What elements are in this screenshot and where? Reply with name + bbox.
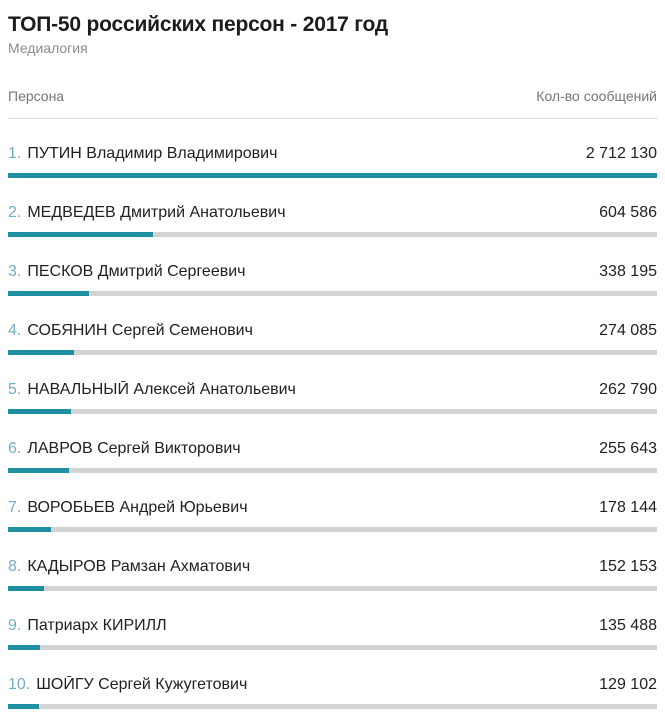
person-name: НАВАЛЬНЫЙ Алексей Анатольевич bbox=[27, 381, 296, 398]
table-row bbox=[8, 250, 657, 309]
table-row bbox=[8, 191, 657, 250]
person-name: ВОРОБЬЕВ Андрей Юрьевич bbox=[27, 499, 248, 516]
table-row bbox=[8, 545, 657, 604]
bar-fill bbox=[8, 586, 44, 591]
message-count: 604 586 bbox=[599, 204, 657, 221]
row-text-line bbox=[8, 381, 657, 398]
rank-number: 4. bbox=[8, 322, 22, 339]
table-row bbox=[8, 427, 657, 486]
bar-track bbox=[8, 350, 657, 355]
rank-number: 5. bbox=[8, 381, 22, 398]
bar-track bbox=[8, 704, 657, 709]
bar-fill bbox=[8, 704, 39, 709]
row-text-line bbox=[8, 558, 657, 575]
source-label: Медиалогия bbox=[8, 40, 88, 56]
message-count: 129 102 bbox=[599, 676, 657, 693]
row-text-line bbox=[8, 676, 657, 693]
row-text-line bbox=[8, 322, 657, 339]
column-header-person: Персона bbox=[8, 88, 65, 104]
page-title: ТОП-50 российских персон - 2017 год bbox=[8, 13, 389, 36]
row-text-line bbox=[8, 440, 657, 457]
table-row bbox=[8, 132, 657, 191]
person-name: Патриарх КИРИЛЛ bbox=[27, 617, 167, 634]
table-header bbox=[8, 89, 657, 119]
person-name: КАДЫРОВ Рамзан Ахматович bbox=[27, 558, 251, 575]
message-count: 135 488 bbox=[599, 617, 657, 634]
rank-number: 7. bbox=[8, 499, 22, 516]
table-row bbox=[8, 368, 657, 427]
bar-fill bbox=[8, 468, 69, 473]
person-name: ПЕСКОВ Дмитрий Сергеевич bbox=[27, 263, 246, 280]
message-count: 178 144 bbox=[599, 499, 657, 516]
bar-track bbox=[8, 527, 657, 532]
table-row bbox=[8, 486, 657, 545]
bar-track bbox=[8, 586, 657, 591]
message-count: 274 085 bbox=[599, 322, 657, 339]
column-header-count: Кол-во сообщений bbox=[536, 88, 657, 104]
person-name: СОБЯНИН Сергей Семенович bbox=[27, 322, 253, 339]
bar-track bbox=[8, 645, 657, 650]
table-row bbox=[8, 309, 657, 368]
bar-fill bbox=[8, 291, 89, 296]
rank-number: 1. bbox=[8, 145, 22, 162]
row-text-line bbox=[8, 263, 657, 280]
ranking-rows bbox=[8, 132, 657, 722]
table-row bbox=[8, 604, 657, 663]
bar-track bbox=[8, 468, 657, 473]
row-text-line bbox=[8, 499, 657, 516]
bar-fill bbox=[8, 232, 153, 237]
bar-track bbox=[8, 173, 657, 178]
message-count: 2 712 130 bbox=[585, 145, 657, 162]
bar-track bbox=[8, 232, 657, 237]
bar-fill bbox=[8, 350, 74, 355]
row-text-line bbox=[8, 204, 657, 221]
message-count: 262 790 bbox=[599, 381, 657, 398]
row-text-line bbox=[8, 145, 657, 162]
bar-fill bbox=[8, 173, 657, 178]
rank-number: 8. bbox=[8, 558, 22, 575]
bar-track bbox=[8, 409, 657, 414]
rank-number: 10. bbox=[8, 676, 31, 693]
message-count: 338 195 bbox=[599, 263, 657, 280]
person-name: ПУТИН Владимир Владимирович bbox=[27, 145, 278, 162]
bar-fill bbox=[8, 409, 71, 414]
rank-number: 2. bbox=[8, 204, 22, 221]
bar-fill bbox=[8, 527, 51, 532]
message-count: 255 643 bbox=[599, 440, 657, 457]
rank-number: 3. bbox=[8, 263, 22, 280]
person-name: МЕДВЕДЕВ Дмитрий Анатольевич bbox=[27, 204, 286, 221]
row-text-line bbox=[8, 617, 657, 634]
rank-number: 9. bbox=[8, 617, 22, 634]
bar-track bbox=[8, 291, 657, 296]
bar-fill bbox=[8, 645, 40, 650]
person-name: ЛАВРОВ Сергей Викторович bbox=[27, 440, 241, 457]
rank-number: 6. bbox=[8, 440, 22, 457]
message-count: 152 153 bbox=[599, 558, 657, 575]
person-name: ШОЙГУ Сергей Кужугетович bbox=[36, 676, 248, 693]
table-row bbox=[8, 663, 657, 722]
